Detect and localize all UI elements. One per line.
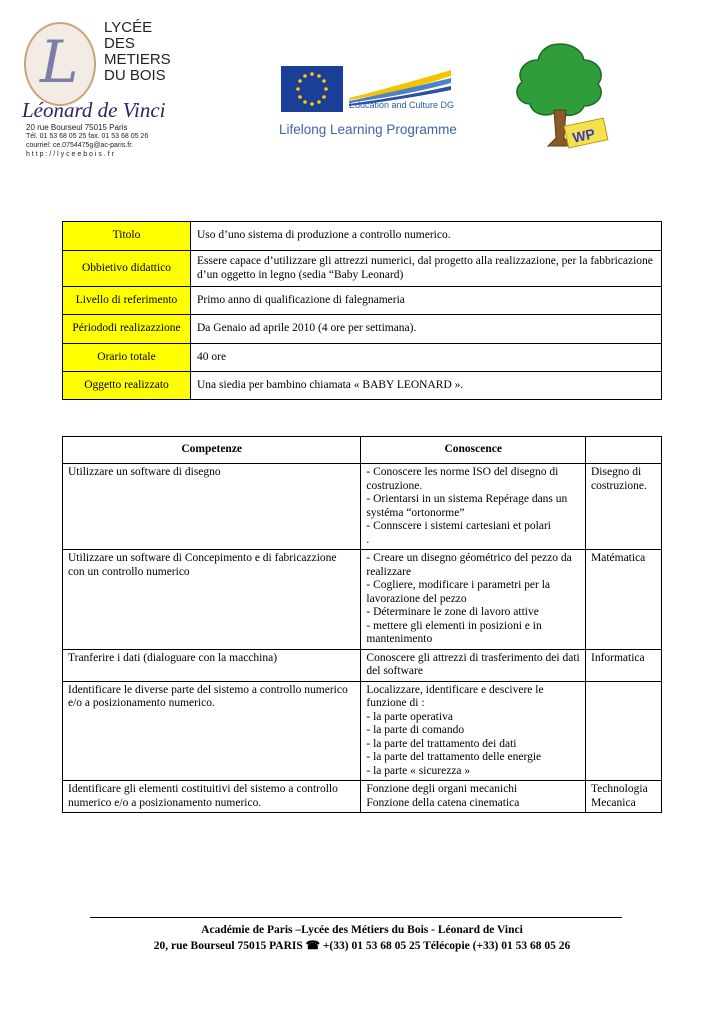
- lycee-email: courriel: ce.0754475g@ac-paris.fr.: [26, 142, 134, 149]
- info-label: Titolo: [63, 222, 191, 251]
- conoscenza-cell: - Conoscere les norme ISO del disegno di costruzione. - Orientarsi in un sistema Repérage dans un systéma “ortonorme” - Connscere i sistemi cartesiani et polari .: [361, 464, 586, 550]
- ambito-cell: Informatica: [586, 649, 662, 681]
- conoscenza-cell: Conoscere gli attrezzi di trasferimento dei dati del software: [361, 649, 586, 681]
- conoscenza-cell: Fonzione degli organi mecanichi Fonzione della catena cinematica: [361, 781, 586, 813]
- info-value: Da Genaio ad aprile 2010 (4 ore per settimana).: [191, 315, 662, 344]
- lycee-address: 20 rue Bourseul 75015 Paris: [26, 123, 128, 132]
- info-label: Livello di referimento: [63, 287, 191, 315]
- lycee-emblem-letter: L: [40, 28, 79, 96]
- table-row: [63, 315, 662, 344]
- competenza-cell: Utilizzare un software di Concepimento e di fabricazzione con un controllo numerico: [63, 550, 361, 650]
- lycee-contact-block: [26, 123, 148, 159]
- ambito-cell: [586, 681, 662, 781]
- conoscenza-cell: - Creare un disegno géométrico del pezzo da realizzare - Cogliere, modificare i parametri per la lavorazione del pezzo - Déterminare le zone di lavoro attive - mettere gli elementi in posizioni e in mantenimento: [361, 550, 586, 650]
- telephone-icon: ☎: [305, 940, 320, 952]
- info-value: Uso d’uno sistema di produzione a controllo numerico.: [191, 222, 662, 251]
- footer-address: 20, rue Bourseul 75015 PARIS: [153, 940, 303, 952]
- lycee-website: h t t p : / / l y c e e b o i s . f r: [26, 151, 114, 158]
- course-info-table: [62, 221, 662, 400]
- lycee-logo: [20, 18, 171, 163]
- table-row: [63, 681, 662, 781]
- footer-line-2: [62, 938, 662, 954]
- info-value: Una siedia per bambino chiamata « BABY LEONARD ».: [191, 372, 662, 400]
- footer-contacts: +(33) 01 53 68 05 25 Télécopie (+33) 01 53 68 05 26: [322, 940, 571, 952]
- info-value: 40 ore: [191, 344, 662, 372]
- table-row: [63, 287, 662, 315]
- info-label: Orario totale: [63, 344, 191, 372]
- table-row: [63, 251, 662, 287]
- lifelong-learning-text: Lifelong Learning Programme: [279, 122, 457, 137]
- table-row: [63, 649, 662, 681]
- ambito-cell: Disegno di costruzione.: [586, 464, 662, 550]
- info-label: Périododi realizazzione: [63, 315, 191, 344]
- table-header-row: [63, 437, 662, 464]
- competences-table: [62, 436, 662, 813]
- ambito-cell: Matématica: [586, 550, 662, 650]
- lycee-phone: Tél. 01 53 68 05 25 fax. 01 53 68 05 26: [26, 133, 149, 140]
- competenza-cell: Identificare le diverse parte del sistemo a controllo numerico e/o a posizionamento numerico.: [63, 681, 361, 781]
- conoscenza-cell: Localizzare, identificare e descivere le funzione di : - la parte operativa - la parte di comando - la parte del trattamento dei dati - la parte del trattamento delle energie - la parte « sicurezza »: [361, 681, 586, 781]
- lycee-name: Léonard de Vinci: [22, 98, 166, 122]
- education-culture-dg-text: Education and Culture DG: [349, 100, 455, 110]
- tree-logo-label: WP: [571, 125, 597, 146]
- eu-flag-icon: [281, 66, 343, 112]
- info-value: Essere capace d’utilizzare gli attrezzi numerici, dal progetto alla realizzazione, per la fabbricazione d’un oggetto in legno (sedia “Baby Leonard): [191, 251, 662, 287]
- footer: [62, 922, 662, 954]
- competenza-cell: Tranferire i dati (dialoguare con la macchina): [63, 649, 361, 681]
- tree-logo-icon: [510, 40, 610, 150]
- table-row: [63, 344, 662, 372]
- info-label: Obbietivo didattico: [63, 251, 191, 287]
- table-row: [63, 464, 662, 550]
- info-label: Oggetto realizzato: [63, 372, 191, 400]
- ambito-cell: Technologia Mecanica: [586, 781, 662, 813]
- footer-divider: [90, 917, 622, 918]
- column-header-conoscence: Conoscence: [361, 437, 586, 464]
- info-value: Primo anno di qualificazione di falegnameria: [191, 287, 662, 315]
- competenza-cell: Identificare gli elementi costituitivi del sistemo a controllo numerico e/o a posizionamento numerico.: [63, 781, 361, 813]
- competenza-cell: Utilizzare un software di disegno: [63, 464, 361, 550]
- table-row: [63, 550, 662, 650]
- lycee-logo-text: LYCÉE DES METIERS DU BOIS: [104, 19, 171, 84]
- table-row: [63, 781, 662, 813]
- footer-line-1: Académie de Paris –Lycée des Métiers du Bois - Léonard de Vinci: [201, 924, 523, 936]
- column-header-ambito: [586, 437, 662, 464]
- table-row: [63, 222, 662, 251]
- table-row: [63, 372, 662, 400]
- eu-lifelong-learning-logo: [279, 64, 457, 144]
- column-header-competenze: Competenze: [63, 437, 361, 464]
